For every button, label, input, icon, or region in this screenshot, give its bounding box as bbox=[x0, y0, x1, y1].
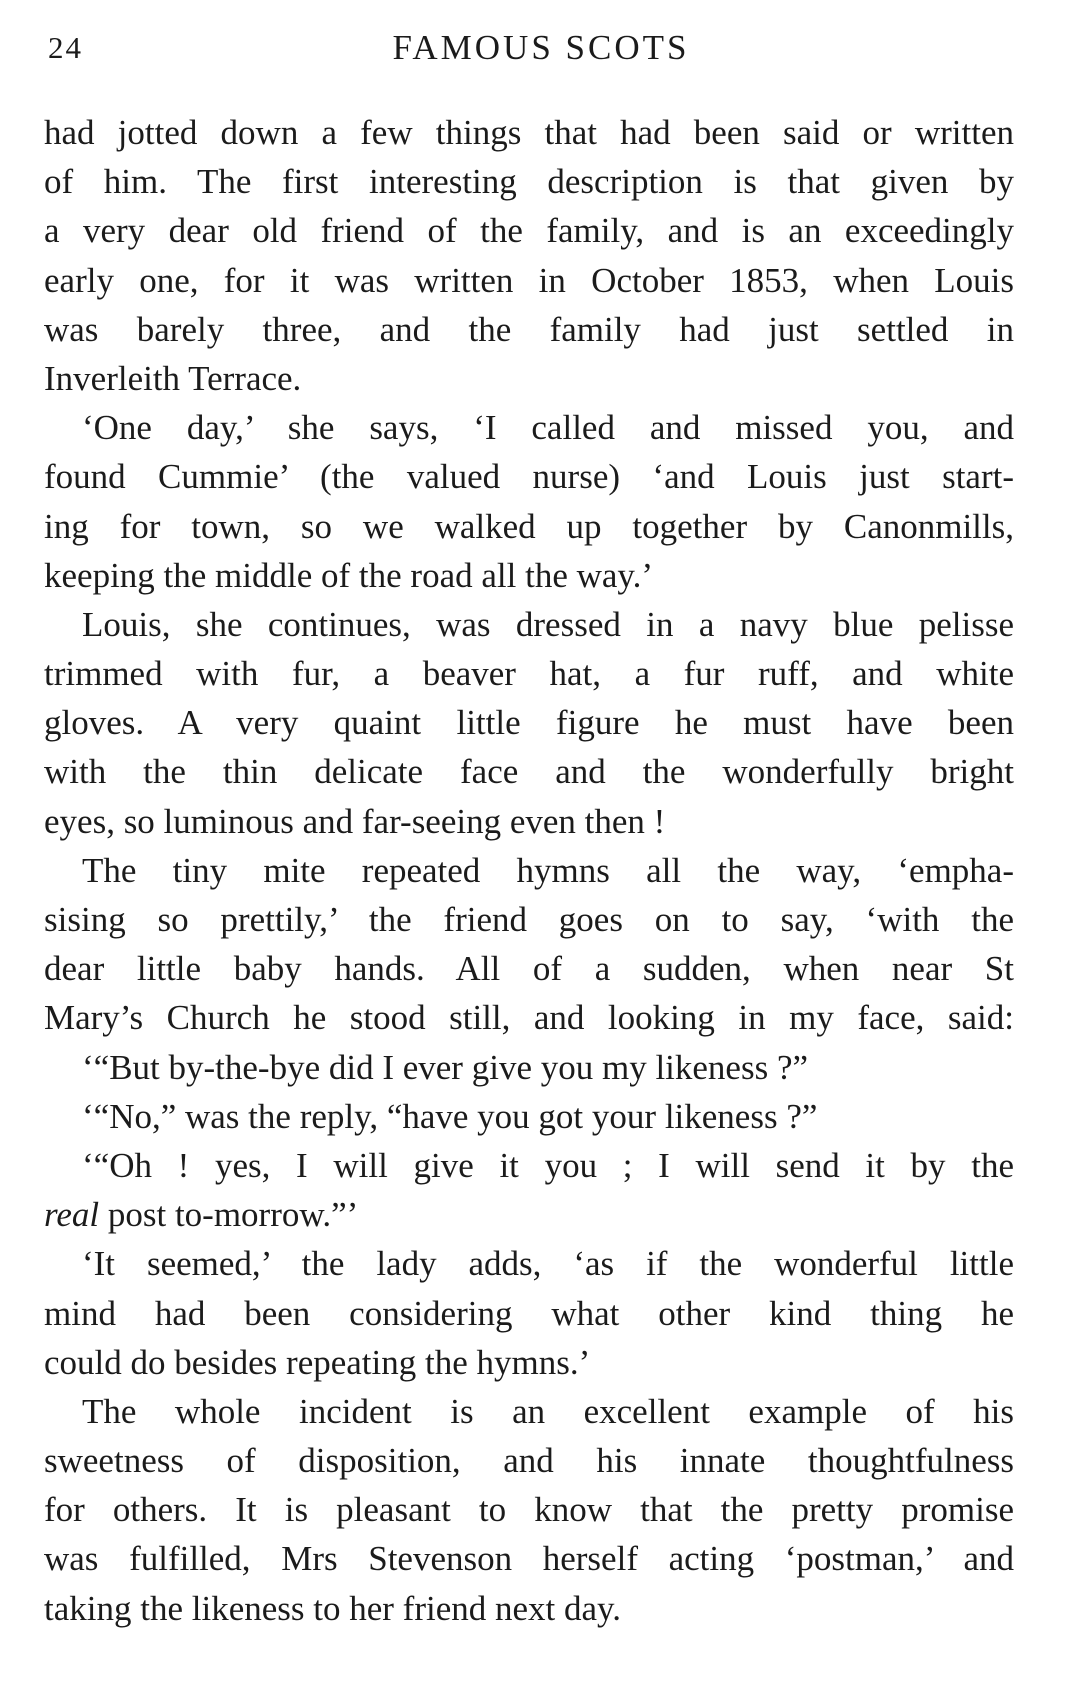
text-line: keeping the middle of the road all the way.’ bbox=[44, 555, 654, 595]
text-line bbox=[44, 1190, 1014, 1239]
text-line: mind had been considering what other kind thing he bbox=[44, 1293, 1014, 1333]
text-line: sising so prettily,’ the friend goes on to say, ‘with the bbox=[44, 900, 1014, 939]
text-line: a very dear old friend of the family, and is an exceedingly bbox=[44, 211, 1014, 251]
text-line: Mary’s Church he stood still, and looking in my face, said: bbox=[44, 998, 1014, 1038]
text-line: gloves. A very quaint little figure he must have been bbox=[44, 703, 1014, 743]
text-line: ‘One day,’ she says, ‘I called and missed you, and bbox=[82, 408, 1014, 448]
text-line: with the thin delicate face and the wonderfully bright bbox=[44, 752, 1014, 792]
page-header bbox=[48, 28, 1034, 78]
text-line: ‘“Oh ! yes, I will give it you ; I will send it by the bbox=[82, 1145, 1014, 1185]
text-line: for others. It is pleasant to know that the pretty promise bbox=[44, 1490, 1014, 1530]
text-line: Louis, she continues, was dressed in a navy blue pelisse bbox=[82, 604, 1014, 644]
text-line: ‘“But by-the-bye did I ever give you my likeness ?” bbox=[82, 1047, 809, 1087]
text-line: found Cummie’ (the valued nurse) ‘and Louis just start- bbox=[44, 457, 1014, 497]
line-text: post to-morrow.”’ bbox=[99, 1195, 359, 1235]
text-line: had jotted down a few things that had been said or written bbox=[44, 113, 1014, 152]
text-line: The tiny mite repeated hymns all the way, ‘empha- bbox=[82, 850, 1014, 890]
text-line: of him. The first interesting description is that given by bbox=[44, 162, 1014, 202]
body-text bbox=[44, 108, 1014, 1633]
italic-word: real bbox=[44, 1195, 100, 1235]
text-line: could do besides repeating the hymns.’ bbox=[44, 1342, 591, 1382]
text-line: early one, for it was written in October 1853, when Louis bbox=[44, 260, 1014, 300]
text-line: eyes, so luminous and far-seeing even then ! bbox=[44, 801, 666, 841]
text-line: taking the likeness to her friend next day. bbox=[44, 1588, 622, 1628]
text-line: trimmed with fur, a beaver hat, a fur ruff, and white bbox=[44, 654, 1014, 694]
text-line: Inverleith Terrace. bbox=[44, 358, 302, 398]
page-number: 24 bbox=[48, 30, 83, 65]
text-line: ‘“No,” was the reply, “have you got your likeness ?” bbox=[82, 1096, 818, 1136]
text-line: was fulfilled, Mrs Stevenson herself acting ‘postman,’ and bbox=[44, 1539, 1014, 1579]
text-line: was barely three, and the family had just settled in bbox=[44, 309, 1014, 349]
text-line: sweetness of disposition, and his innate thoughtfulness bbox=[44, 1441, 1014, 1481]
text-line: ‘It seemed,’ the lady adds, ‘as if the wonderful little bbox=[82, 1244, 1014, 1284]
text-line: The whole incident is an excellent example of his bbox=[82, 1391, 1014, 1431]
text-line: ing for town, so we walked up together by Canonmills, bbox=[44, 506, 1014, 546]
text-line: dear little baby hands. All of a sudden, when near St bbox=[44, 949, 1014, 989]
running-head: FAMOUS SCOTS bbox=[392, 28, 690, 67]
